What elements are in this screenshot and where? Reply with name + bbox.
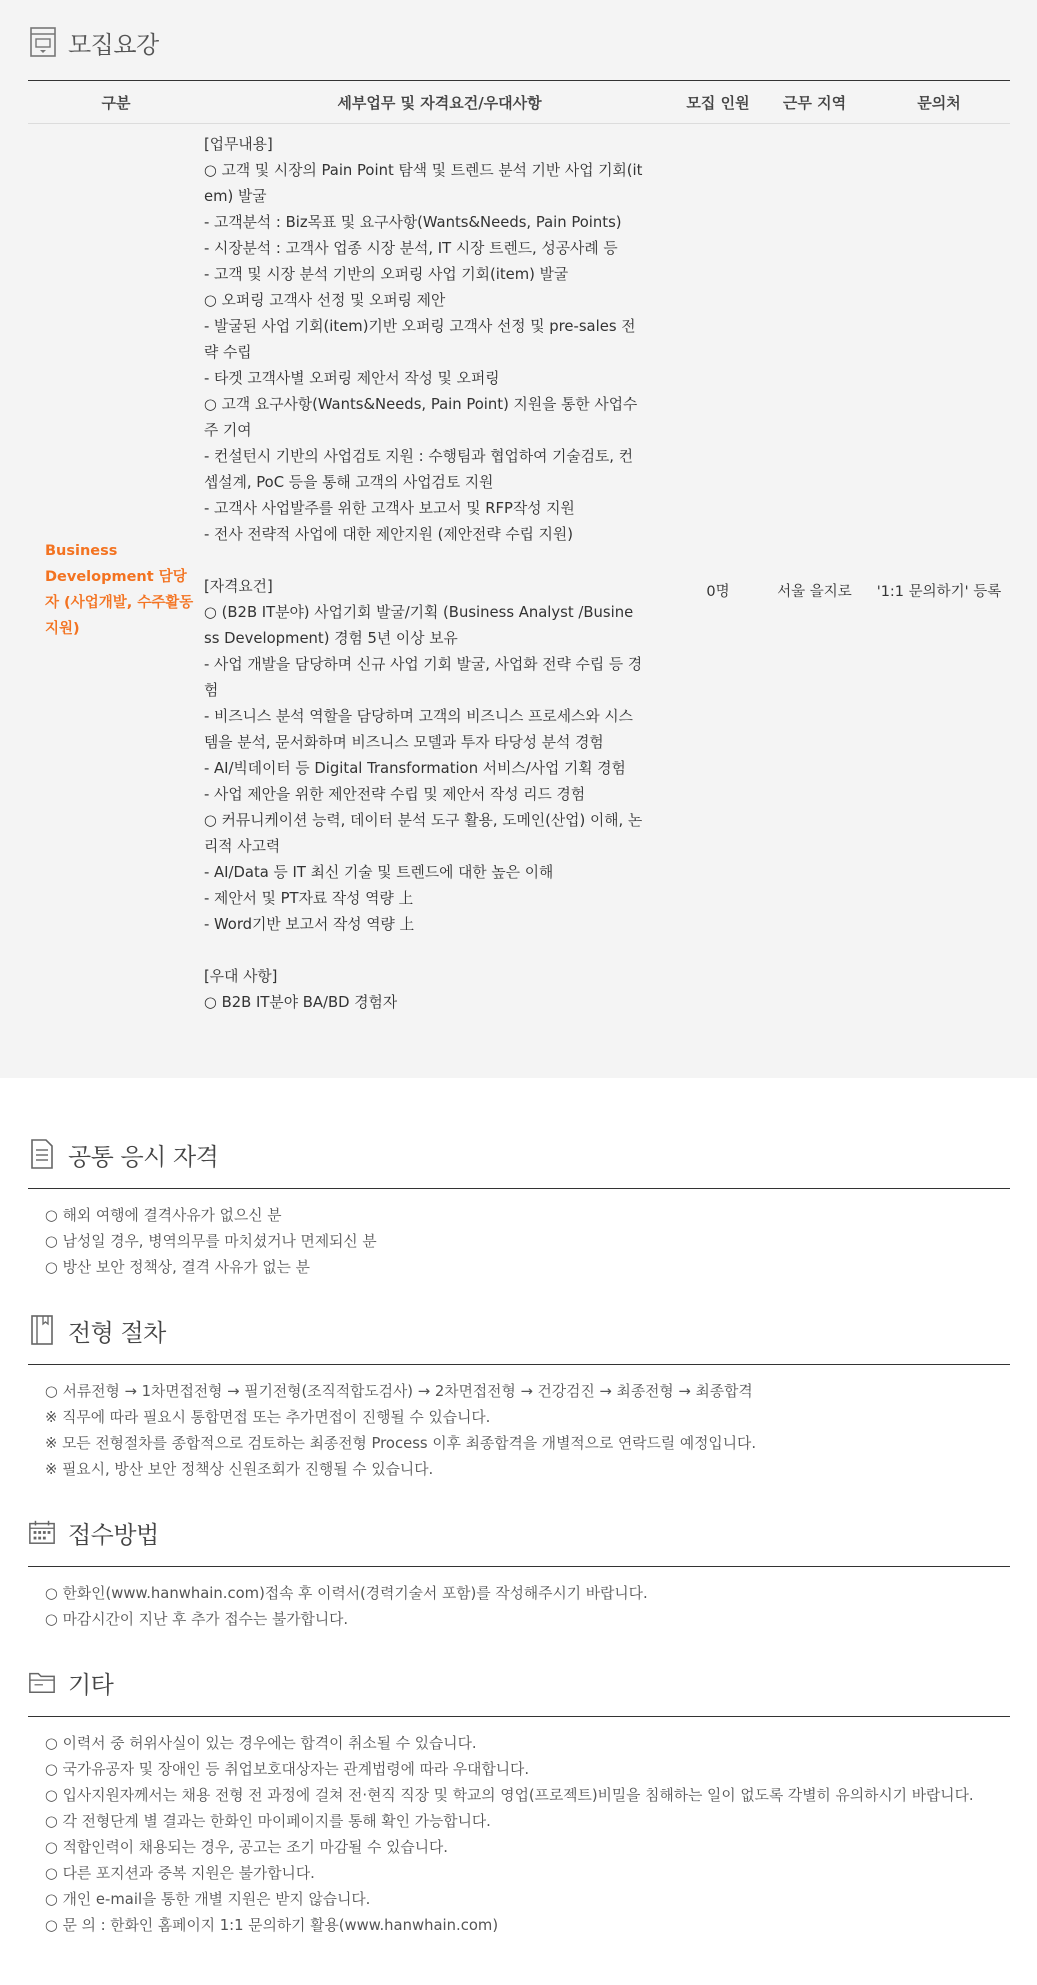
list-item: ○ 한화인(www.hanwhain.com)접속 후 이력서(경력기술서 포함)를 작성해주시기 바랍니다. [45, 1585, 648, 1602]
list-item: ※ 모든 전형절차를 종합적으로 검토하는 최종전형 Process 이후 최종합격을 개별적으로 연락드릴 예정입니다. [45, 1435, 757, 1452]
list-item: ○ 각 전형단계 별 결과는 한화인 마이페이지를 통해 확인 가능합니다. [45, 1813, 491, 1830]
job-details [204, 124, 675, 1057]
detail-line: ○ (B2B IT분야) 사업기회 발굴/기획 (Business Analyst /Busine [204, 604, 634, 621]
book-icon [28, 1313, 56, 1347]
detail-line: - 고객사 사업발주를 위한 고객사 보고서 및 RFP작성 지원 [204, 500, 575, 517]
detail-line: - 시장분석 : 고객사 업종 시장 분석, IT 시장 트렌드, 성공사례 등 [204, 240, 618, 257]
etc-list [28, 1717, 1010, 1939]
column-header-location: 근무 지역 [761, 81, 868, 124]
detail-line: - 전사 전략적 사업에 대한 제안지원 (제안전략 수립 지원) [204, 526, 573, 543]
process-header [28, 1310, 1010, 1350]
detail-line: - AI/Data 등 IT 최신 기술 및 트렌드에 대한 높은 이해 [204, 864, 554, 881]
recruit-table [28, 80, 1010, 1056]
detail-line: ○ B2B IT분야 BA/BD 경험자 [204, 994, 398, 1011]
calendar-icon [28, 1515, 56, 1549]
detail-line: - 컨설턴시 기반의 사업검토 지원 : 수행팀과 협업하여 기술검토, 컨 [204, 448, 634, 465]
headcount: 0명 [706, 583, 730, 600]
list-item: ○ 해외 여행에 결격사유가 없으신 분 [45, 1207, 282, 1224]
list-item: ○ 이력서 중 허위사실이 있는 경우에는 합격이 취소될 수 있습니다. [45, 1735, 477, 1752]
apply-list [28, 1567, 1010, 1633]
detail-line: - 비즈니스 분석 역할을 담당하며 고객의 비즈니스 프로세스와 시스 [204, 708, 633, 725]
detail-line: ○ 고객 요구사항(Wants&Needs, Pain Point) 지원을 통한 사업수 [204, 396, 638, 413]
list-item: ○ 마감시간이 지난 후 추가 접수는 불가합니다. [45, 1611, 349, 1628]
detail-line: 셉설계, PoC 등을 통해 고객의 사업검토 지원 [204, 474, 494, 491]
list-item: ※ 직무에 따라 필요시 통합면접 또는 추가면접이 진행될 수 있습니다. [45, 1409, 491, 1426]
process-section [0, 1310, 1037, 1483]
list-item: ○ 서류전형 → 1차면접전형 → 필기전형(조직적합도검사) → 2차면접전형 → 건강검진 → 최종전형 → 최종합격 [45, 1383, 753, 1400]
list-item: ○ 남성일 경우, 병역의무를 마치셨거나 면제되신 분 [45, 1233, 377, 1250]
list-document-icon [28, 1137, 56, 1171]
common-section [0, 1134, 1037, 1281]
process-title: 전형 절차 [68, 1318, 166, 1347]
detail-line: ○ 오퍼링 고객사 선정 및 오퍼링 제안 [204, 292, 446, 309]
column-header-category: 구분 [28, 81, 204, 124]
list-item: ○ 다른 포지션과 중복 지원은 불가합니다. [45, 1865, 315, 1882]
column-header-headcount: 모집 인원 [675, 81, 761, 124]
detail-line: ss Development) 경험 5년 이상 보유 [204, 630, 458, 647]
detail-line: 템을 분석, 문서화하며 비즈니스 모델과 투자 타당성 분석 경험 [204, 734, 604, 751]
detail-line: - 발굴된 사업 기회(item)기반 오퍼링 고객사 선정 및 pre-sales 전 [204, 318, 636, 335]
recruit-header [28, 22, 1010, 62]
detail-line: 험 [204, 682, 219, 699]
apply-title: 접수방법 [68, 1520, 159, 1549]
table-row [28, 124, 1010, 1057]
table-header-row [28, 81, 1010, 124]
common-header [28, 1134, 1010, 1174]
apply-section [0, 1512, 1037, 1633]
detail-line: [우대 사항] [204, 968, 278, 985]
common-title: 공통 응시 자격 [68, 1142, 219, 1171]
detail-line: - 사업 개발을 담당하며 신규 사업 기회 발굴, 사업화 전략 수립 등 경 [204, 656, 643, 673]
etc-title: 기타 [68, 1670, 114, 1699]
list-item: ○ 입사지원자께서는 채용 전형 전 과정에 걸쳐 전·현직 직장 및 학교의 영업(프로젝트)비밀을 침해하는 일이 없도록 각별히 유의하시기 바랍니다. [45, 1787, 974, 1804]
column-header-contact: 문의처 [868, 81, 1010, 124]
detail-line: - AI/빅데이터 등 Digital Transformation 서비스/사업 기획 경험 [204, 760, 626, 777]
folder-icon [28, 1665, 56, 1699]
etc-section [0, 1662, 1037, 1939]
detail-line: - 고객분석 : Biz목표 및 요구사항(Wants&Needs, Pain Points) [204, 214, 622, 231]
list-item: ○ 방산 보안 정책상, 결격 사유가 없는 분 [45, 1259, 310, 1276]
detail-line [204, 548, 675, 574]
detail-line: - 고객 및 시장 분석 기반의 오퍼링 사업 기회(item) 발굴 [204, 266, 569, 283]
apply-header [28, 1512, 1010, 1552]
document-icon [28, 25, 58, 59]
recruit-title: 모집요강 [68, 30, 159, 59]
detail-line: 주 기여 [204, 422, 252, 439]
detail-line: 략 수립 [204, 344, 252, 361]
detail-line: ○ 고객 및 시장의 Pain Point 탐색 및 트렌드 분석 기반 사업 기회(it [204, 162, 643, 179]
column-header-details: 세부업무 및 자격요건/우대사항 [204, 81, 675, 124]
list-item: ○ 국가유공자 및 장애인 등 취업보호대상자는 관계법령에 따라 우대합니다. [45, 1761, 530, 1778]
work-location: 서울 을지로 [777, 583, 852, 600]
list-item: ○ 적합인력이 채용되는 경우, 공고는 조기 마감될 수 있습니다. [45, 1839, 448, 1856]
list-item: ※ 필요시, 방산 보안 정책상 신원조회가 진행될 수 있습니다. [45, 1461, 434, 1478]
detail-line: [자격요건] [204, 578, 273, 595]
contact-info: '1:1 문의하기' 등록 [876, 583, 1002, 600]
process-list [28, 1365, 1010, 1483]
job-name: Business Development 담당자 (사업개발, 수주활동 지원) [45, 543, 194, 637]
detail-line: ○ 커뮤니케이션 능력, 데이터 분석 도구 활용, 도메인(산업) 이해, 논 [204, 812, 643, 829]
list-item: ○ 개인 e-mail을 통한 개별 지원은 받지 않습니다. [45, 1891, 371, 1908]
detail-line: em) 발굴 [204, 188, 267, 205]
list-item: ○ 문 의 : 한화인 홈페이지 1:1 문의하기 활용(www.hanwhain.com) [45, 1917, 499, 1934]
etc-header [28, 1662, 1010, 1702]
detail-line: 리적 사고력 [204, 838, 281, 855]
detail-line: - Word기반 보고서 작성 역량 上 [204, 916, 415, 933]
detail-line: - 타겟 고객사별 오퍼링 제안서 작성 및 오퍼링 [204, 370, 500, 387]
detail-line: - 사업 제안을 위한 제안전략 수립 및 제안서 작성 리드 경험 [204, 786, 586, 803]
detail-line: [업무내용] [204, 136, 273, 153]
common-list [28, 1189, 1010, 1281]
detail-line [204, 938, 675, 964]
detail-line: - 제안서 및 PT자료 작성 역량 上 [204, 890, 414, 907]
